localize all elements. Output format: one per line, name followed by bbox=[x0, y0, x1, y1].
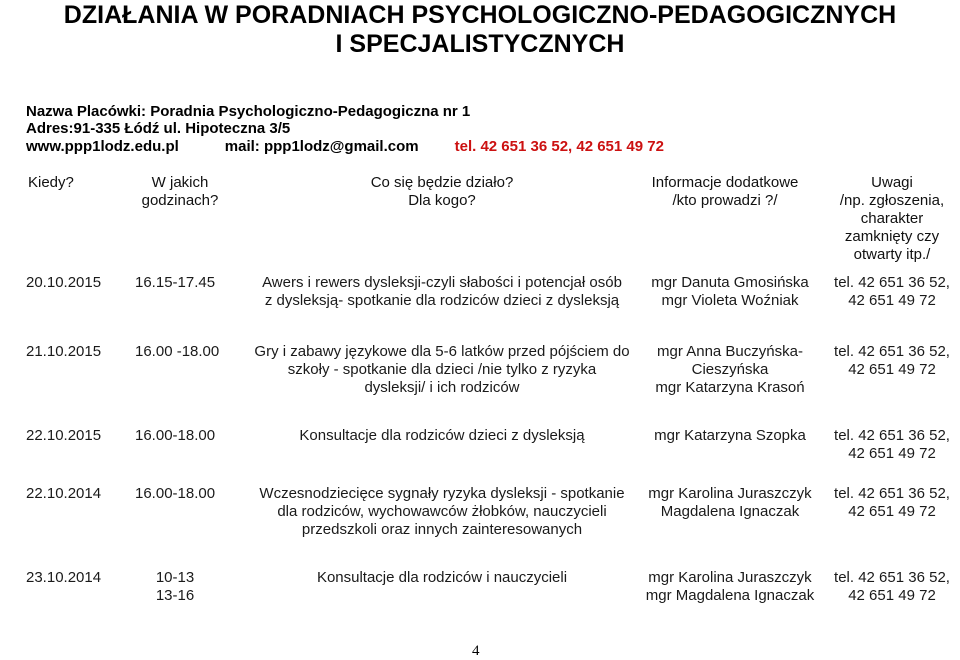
header-hours-line-2: godzinach? bbox=[141, 192, 219, 209]
row-description bbox=[224, 427, 660, 445]
row-notes-line: tel. 42 651 36 52, bbox=[834, 274, 950, 291]
row-notes-line: 42 651 49 72 bbox=[848, 292, 936, 309]
row-time: 16.00-18.00 bbox=[135, 485, 216, 502]
row-host-line: mgr Anna Buczyńska- bbox=[657, 343, 803, 360]
row-date: 23.10.2014 bbox=[26, 569, 102, 586]
row-description bbox=[224, 343, 660, 397]
institution-name: Nazwa Placówki: Poradnia Psychologiczno-Pedagogiczna nr 1 bbox=[26, 103, 471, 120]
row-notes-line: tel. 42 651 36 52, bbox=[834, 427, 950, 444]
header-info-line-2: /kto prowadzi ?/ bbox=[672, 192, 778, 209]
row-notes-line: 42 651 49 72 bbox=[848, 503, 936, 520]
row-description-line: Wczesnodziecięce sygnały ryzyka dysleksji - spotkanie bbox=[259, 485, 625, 502]
row-description-line: Konsultacje dla rodziców dzieci z dysleksją bbox=[299, 427, 585, 444]
document-title-line-1: DZIAŁANIA W PORADNIACH PSYCHOLOGICZNO-PEDAGOGICZNYCH bbox=[63, 1, 897, 29]
row-host-line: mgr Karolina Juraszczyk bbox=[648, 569, 812, 586]
header-info-line-1: Informacje dodatkowe bbox=[651, 174, 799, 191]
row-host bbox=[635, 485, 825, 521]
row-notes bbox=[828, 569, 956, 605]
row-notes-line: 42 651 49 72 bbox=[848, 361, 936, 378]
header-hours bbox=[118, 174, 242, 210]
header-notes-line-1: Uwagi bbox=[871, 174, 913, 191]
institution-contact bbox=[26, 138, 664, 156]
row-date: 21.10.2015 bbox=[26, 343, 102, 360]
row-time-line: 13-16 bbox=[155, 587, 195, 604]
row-time: 16.00 -18.00 bbox=[135, 343, 220, 360]
row-description-line: przedszkoli oraz innych zainteresowanych bbox=[301, 521, 583, 538]
document-title-line-2: I SPECJALISTYCZNYCH bbox=[335, 30, 625, 58]
row-notes-line: 42 651 49 72 bbox=[848, 587, 936, 604]
row-host-line: mgr Danuta Gmosińska bbox=[651, 274, 809, 291]
row-notes bbox=[828, 485, 956, 521]
page-number: 4 bbox=[472, 643, 480, 659]
row-description-line: dla rodziców, wychowawców żłobków, nauczycieli bbox=[277, 503, 607, 520]
header-what bbox=[332, 174, 552, 210]
row-description-line: z dysleksją- spotkanie dla rodziców dzieci z dysleksją bbox=[264, 292, 620, 309]
row-host bbox=[635, 427, 825, 445]
row-host-line: Magdalena Ignaczak bbox=[660, 503, 800, 520]
row-notes bbox=[828, 274, 956, 310]
row-time: 16.00-18.00 bbox=[135, 427, 216, 444]
row-notes-line: 42 651 49 72 bbox=[848, 445, 936, 462]
row-host-line: mgr Magdalena Ignaczak bbox=[645, 587, 815, 604]
row-time: 16.15-17.45 bbox=[135, 274, 216, 291]
row-host-line: mgr Karolina Juraszczyk bbox=[648, 485, 812, 502]
row-host bbox=[635, 274, 825, 310]
row-date: 20.10.2015 bbox=[26, 274, 102, 291]
header-notes bbox=[830, 174, 954, 264]
row-description-line: dysleksji/ i ich rodziców bbox=[364, 379, 520, 396]
row-host-line: mgr Katarzyna Krasoń bbox=[655, 379, 805, 396]
header-notes-line-2: /np. zgłoszenia, bbox=[839, 192, 945, 209]
row-host bbox=[635, 569, 825, 605]
row-description bbox=[224, 569, 660, 587]
row-host-line: mgr Violeta Woźniak bbox=[661, 292, 799, 309]
row-date: 22.10.2014 bbox=[26, 485, 102, 502]
header-what-line-1: Co się będzie działo? bbox=[370, 174, 514, 191]
institution-tel: tel. 42 651 36 52, 42 651 49 72 bbox=[454, 138, 664, 155]
institution-mail: mail: ppp1lodz@gmail.com bbox=[224, 138, 419, 155]
row-time bbox=[130, 569, 220, 605]
row-time-line: 10-13 bbox=[155, 569, 195, 586]
row-description-line: Konsultacje dla rodziców i nauczycieli bbox=[316, 569, 568, 586]
row-notes-line: tel. 42 651 36 52, bbox=[834, 485, 950, 502]
header-notes-line-4: zamknięty czy bbox=[844, 228, 940, 245]
row-notes bbox=[828, 343, 956, 379]
row-host bbox=[635, 343, 825, 397]
row-description bbox=[224, 274, 660, 310]
row-date: 22.10.2015 bbox=[26, 427, 102, 444]
row-description bbox=[224, 485, 660, 539]
header-hours-line-1: W jakich bbox=[151, 174, 209, 191]
header-notes-line-3: charakter bbox=[860, 210, 924, 227]
row-description-line: Awers i rewers dysleksji-czyli słabości i potencjał osób bbox=[262, 274, 622, 291]
row-notes-line: tel. 42 651 36 52, bbox=[834, 343, 950, 360]
row-host-line: mgr Katarzyna Szopka bbox=[654, 427, 806, 444]
row-description-line: szkoły - spotkanie dla dzieci /nie tylko z ryzyka bbox=[287, 361, 597, 378]
institution-website: www.ppp1lodz.edu.pl bbox=[26, 138, 179, 155]
header-what-line-2: Dla kogo? bbox=[408, 192, 476, 209]
institution-address: Adres:91-335 Łódź ul. Hipoteczna 3/5 bbox=[26, 120, 291, 137]
row-host-line: Cieszyńska bbox=[691, 361, 769, 378]
header-info bbox=[630, 174, 820, 210]
header-notes-line-5: otwarty itp./ bbox=[853, 246, 931, 263]
row-description-line: Gry i zabawy językowe dla 5-6 latków przed pójściem do bbox=[254, 343, 630, 360]
row-notes-line: tel. 42 651 36 52, bbox=[834, 569, 950, 586]
row-notes bbox=[828, 427, 956, 463]
header-when: Kiedy? bbox=[28, 174, 74, 191]
